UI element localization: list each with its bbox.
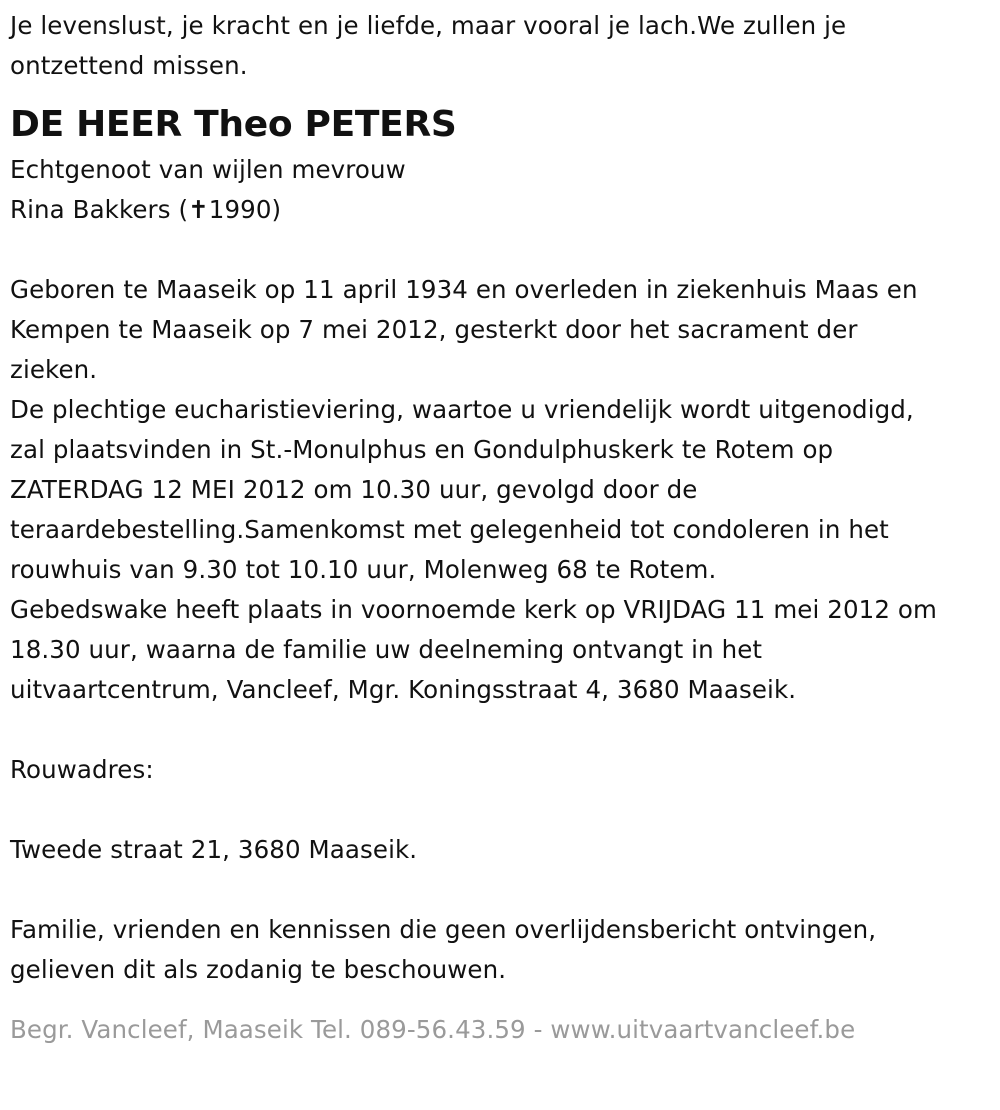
deceased-name: DE HEER Theo PETERS bbox=[10, 104, 457, 145]
spacer bbox=[10, 870, 995, 910]
spacer bbox=[10, 790, 995, 830]
body-line: teraardebestelling.Samenkomst met gelegenheid tot condoleren in het bbox=[10, 515, 889, 544]
body-line: ZATERDAG 12 MEI 2012 om 10.30 uur, gevolgd door de bbox=[10, 475, 698, 504]
body-line: Kempen te Maaseik op 7 mei 2012, gesterkt door het sacrament der bbox=[10, 315, 858, 344]
body-line: rouwhuis van 9.30 tot 10.10 uur, Molenweg 68 te Rotem. bbox=[10, 555, 717, 584]
body-line: De plechtige eucharistieviering, waartoe u vriendelijk wordt uitgenodigd, bbox=[10, 395, 914, 424]
notice-line: gelieven dit als zodanig te beschouwen. bbox=[10, 955, 507, 984]
body-line: zal plaatsvinden in St.-Monulphus en Gondulphuskerk te Rotem op bbox=[10, 435, 834, 464]
spouse-line: Rina Bakkers (✝1990) bbox=[10, 195, 282, 224]
quote-line: Je levenslust, je kracht en je liefde, maar vooral je lach.We zullen je bbox=[10, 11, 847, 40]
spouse-info bbox=[10, 150, 995, 230]
mourning-address: Tweede straat 21, 3680 Maaseik. bbox=[10, 835, 418, 864]
mourning-address-label: Rouwadres: bbox=[10, 755, 154, 784]
spacer bbox=[10, 230, 995, 270]
body-line: uitvaartcentrum, Vancleef, Mgr. Koningsstraat 4, 3680 Maaseik. bbox=[10, 675, 797, 704]
notice-line: Familie, vrienden en kennissen die geen overlijdensbericht ontvingen, bbox=[10, 915, 877, 944]
spacer bbox=[10, 710, 995, 750]
body-line: Gebedswake heeft plaats in voornoemde kerk op VRIJDAG 11 mei 2012 om bbox=[10, 595, 937, 624]
memorial-quote bbox=[10, 0, 995, 86]
notice-text bbox=[10, 910, 995, 990]
body-line: 18.30 uur, waarna de familie uw deelneming ontvangt in het bbox=[10, 635, 763, 664]
obituary-body bbox=[10, 270, 995, 710]
body-line: Geboren te Maaseik op 11 april 1934 en overleden in ziekenhuis Maas en bbox=[10, 275, 918, 304]
obituary-notice bbox=[10, 0, 995, 1050]
body-line: zieken. bbox=[10, 355, 98, 384]
quote-line: ontzettend missen. bbox=[10, 51, 248, 80]
funeral-home-footer: Begr. Vancleef, Maaseik Tel. 089-56.43.59 - www.uitvaartvancleef.be bbox=[10, 1015, 856, 1044]
spouse-line: Echtgenoot van wijlen mevrouw bbox=[10, 155, 406, 184]
